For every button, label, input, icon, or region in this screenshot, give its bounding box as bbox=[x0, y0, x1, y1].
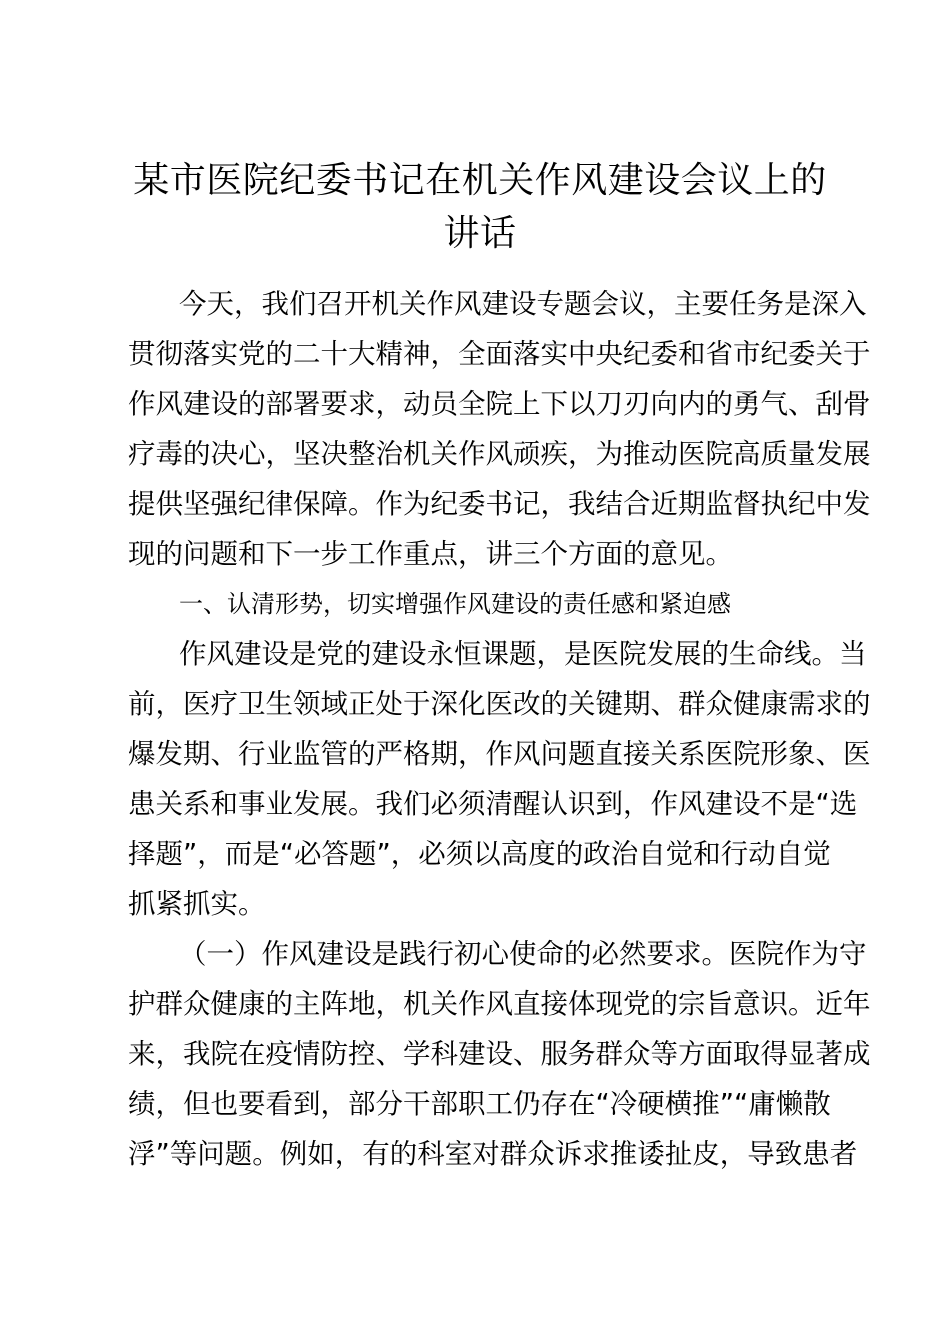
paragraph-line: 作风建设是党的建设永恒课题，是医院发展的生命线。当 bbox=[179, 638, 867, 670]
paragraph-line: 患关系和事业发展。我们必须清醒认识到，作风建设不是“选 bbox=[128, 788, 858, 820]
paragraph-line: 爆发期、行业监管的严格期，作风问题直接关系医院形象、医 bbox=[128, 738, 871, 770]
paragraph-line: 绩，但也要看到，部分干部职工仍存在“冷硬横推”“庸懒散 bbox=[128, 1088, 831, 1120]
paragraph-line: 来，我院在疫情防控、学科建设、服务群众等方面取得显著成 bbox=[128, 1038, 871, 1070]
section-heading: 一、认清形势，切实增强作风建设的责任感和紧迫感 bbox=[179, 590, 731, 618]
paragraph-line: 前，医疗卫生领域正处于深化医改的关键期、群众健康需求的 bbox=[128, 688, 871, 720]
paragraph-line: 护群众健康的主阵地，机关作风直接体现党的宗旨意识。近年 bbox=[128, 988, 871, 1020]
paragraph-line: 贯彻落实党的二十大精神，全面落实中央纪委和省市纪委关于 bbox=[128, 338, 871, 370]
paragraph-line: 疗毒的决心，坚决整治机关作风顽疾，为推动医院高质量发展 bbox=[128, 438, 871, 470]
paragraph-line: 提供坚强纪律保障。作为纪委书记，我结合近期监督执纪中发 bbox=[128, 488, 871, 520]
paragraph-line: （一）作风建设是践行初心使命的必然要求。医院作为守 bbox=[179, 938, 867, 970]
paragraph-line: 择题”，而是“必答题”，必须以高度的政治自觉和行动自觉 bbox=[128, 838, 831, 870]
document-title: 某市医院纪委书记在机关作风建设会议上的讲话 bbox=[133, 160, 827, 254]
paragraph-line: 抓紧抓实。 bbox=[128, 888, 266, 920]
paragraph-line: 浮”等问题。例如，有的科室对群众诉求推诿扯皮，导致患者 bbox=[128, 1138, 858, 1170]
paragraph-line: 现的问题和下一步工作重点，讲三个方面的意见。 bbox=[128, 538, 733, 570]
paragraph-line: 今天，我们召开机关作风建设专题会议，主要任务是深入 bbox=[179, 288, 867, 320]
paragraph-line: 作风建设的部署要求，动员全院上下以刀刃向内的勇气、刮骨 bbox=[128, 388, 871, 420]
